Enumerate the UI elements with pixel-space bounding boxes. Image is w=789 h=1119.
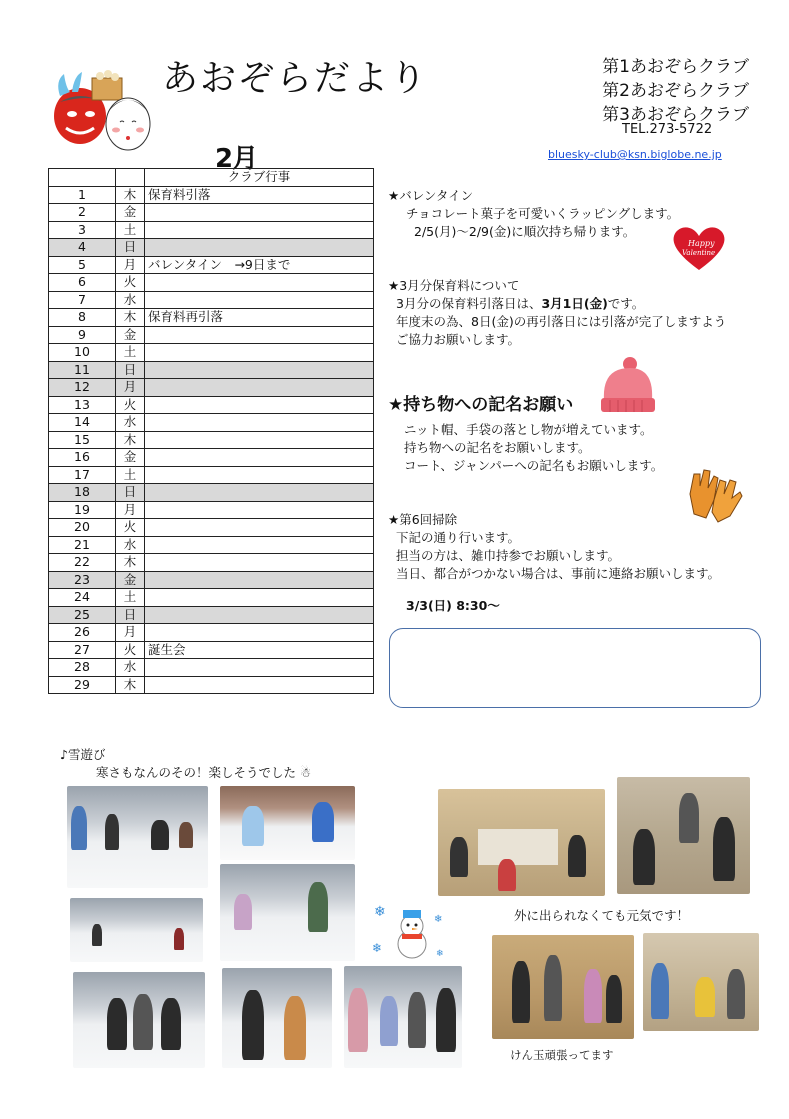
calendar-event <box>145 239 374 257</box>
calendar-row <box>49 624 374 642</box>
cleaning-date: 3/3(日) 8:30～ <box>406 598 500 613</box>
calendar-row <box>49 344 374 362</box>
cleaning-line-3: 当日、都合がつかない場合は、事前に連絡お願いします。 <box>396 566 721 581</box>
calendar-event: バレンタイン →9日まで <box>145 256 374 274</box>
calendar-event: 保育料引落 <box>145 186 374 204</box>
calendar-day: 16 <box>49 449 116 467</box>
calendar-weekday: 月 <box>116 256 145 274</box>
calendar-weekday: 月 <box>116 624 145 642</box>
calendar-weekday: 火 <box>116 519 145 537</box>
calendar-row <box>49 484 374 502</box>
calendar-day: 28 <box>49 659 116 677</box>
svg-text:❄: ❄ <box>372 941 383 955</box>
calendar-event <box>145 414 374 432</box>
calendar-row <box>49 449 374 467</box>
calendar-day: 9 <box>49 326 116 344</box>
calendar-row <box>49 501 374 519</box>
calendar-event <box>145 484 374 502</box>
calendar-header-weekday <box>116 169 145 187</box>
calendar-row <box>49 361 374 379</box>
calendar-weekday: 水 <box>116 291 145 309</box>
calendar-row <box>49 606 374 624</box>
march-fee-date: 3月1日(金) <box>541 296 608 311</box>
calendar-event <box>145 466 374 484</box>
snow-photo-6 <box>222 968 332 1068</box>
calendar-weekday: 木 <box>116 186 145 204</box>
name-request-heading: ★持ち物への記名お願い <box>388 395 574 415</box>
calendar-day: 25 <box>49 606 116 624</box>
calendar-day: 11 <box>49 361 116 379</box>
calendar-event <box>145 221 374 239</box>
calendar-row <box>49 309 374 327</box>
valentine-line-2: 2/5(月)～2/9(金)に順次持ち帰ります。 <box>414 224 636 239</box>
calendar-row <box>49 659 374 677</box>
calendar-day: 27 <box>49 641 116 659</box>
calendar-event <box>145 659 374 677</box>
calendar-day: 1 <box>49 186 116 204</box>
calendar-row <box>49 379 374 397</box>
snow-photo-4 <box>70 898 203 962</box>
calendar-weekday: 土 <box>116 221 145 239</box>
kendama-caption: けん玉頑張ってます <box>510 1048 614 1062</box>
kendama-photo <box>492 935 634 1039</box>
cleaning-heading: ★第6回掃除 <box>388 512 458 527</box>
calendar-event <box>145 676 374 694</box>
calendar-event <box>145 624 374 642</box>
calendar-day: 3 <box>49 221 116 239</box>
calendar-weekday: 木 <box>116 309 145 327</box>
heart-text-valentine: Valentine <box>682 249 716 257</box>
month-label: 2月 <box>215 144 258 174</box>
calendar-event <box>145 396 374 414</box>
calendar-day: 4 <box>49 239 116 257</box>
calendar-day: 5 <box>49 256 116 274</box>
calendar-row <box>49 641 374 659</box>
snow-photo-5 <box>73 972 205 1068</box>
calendar-event <box>145 431 374 449</box>
calendar-day: 19 <box>49 501 116 519</box>
valentine-line-1: チョコレート菓子を可愛いくラッピングします。 <box>406 206 680 221</box>
calendar-day: 26 <box>49 624 116 642</box>
calendar-row <box>49 186 374 204</box>
march-fee-line-1-pre: 3月分の保育料引落日は、 <box>396 296 542 311</box>
indoor-photo-3 <box>643 933 759 1031</box>
calendar-weekday: 月 <box>116 379 145 397</box>
calendar-event <box>145 519 374 537</box>
calendar-weekday: 金 <box>116 204 145 222</box>
calendar-event <box>145 554 374 572</box>
calendar-event <box>145 204 374 222</box>
calendar-event <box>145 361 374 379</box>
calendar-event <box>145 501 374 519</box>
calendar-day: 21 <box>49 536 116 554</box>
calendar-event <box>145 571 374 589</box>
calendar-event <box>145 536 374 554</box>
calendar-event <box>145 449 374 467</box>
valentine-heading: ★バレンタイン <box>388 188 474 203</box>
club-name-3: 第3あおぞらクラブ <box>602 105 749 125</box>
calendar-weekday: 金 <box>116 326 145 344</box>
indoor-caption: 外に出られなくても元気です！ <box>514 908 690 923</box>
calendar-event: 誕生会 <box>145 641 374 659</box>
calendar-weekday: 水 <box>116 536 145 554</box>
calendar-row <box>49 431 374 449</box>
calendar-weekday: 火 <box>116 396 145 414</box>
calendar-event <box>145 344 374 362</box>
calendar-row <box>49 256 374 274</box>
calendar-weekday: 火 <box>116 641 145 659</box>
calendar-day: 20 <box>49 519 116 537</box>
march-fee-line-1 <box>388 295 783 313</box>
snow-photo-2 <box>220 786 355 860</box>
calendar-weekday: 木 <box>116 676 145 694</box>
calendar-header-events: クラブ行事 <box>145 169 374 187</box>
indoor-photo-2 <box>617 777 750 894</box>
calendar-day: 22 <box>49 554 116 572</box>
calendar-event <box>145 606 374 624</box>
calendar-weekday: 木 <box>116 431 145 449</box>
heart-chocolate-icon <box>670 224 728 272</box>
heart-text-happy: Happy <box>688 239 715 248</box>
calendar-day: 24 <box>49 589 116 607</box>
event-calendar <box>48 168 374 694</box>
masu-icon <box>92 70 122 100</box>
calendar-row <box>49 519 374 537</box>
calendar-row <box>49 414 374 432</box>
setsubun-illustration <box>50 66 160 156</box>
calendar-weekday: 土 <box>116 589 145 607</box>
calendar-row <box>49 589 374 607</box>
snow-photo-7 <box>344 966 462 1068</box>
calendar-weekday: 土 <box>116 344 145 362</box>
calendar-row <box>49 239 374 257</box>
march-fee-heading: ★3月分保育料について <box>388 278 520 293</box>
calendar-row <box>49 291 374 309</box>
calendar-day: 23 <box>49 571 116 589</box>
calendar-day: 18 <box>49 484 116 502</box>
snow-photo-3 <box>220 864 355 961</box>
notes-box <box>389 628 761 708</box>
calendar-row <box>49 676 374 694</box>
email-link[interactable]: bluesky-club@ksn.biglobe.ne.jp <box>548 148 722 161</box>
snow-play-caption <box>96 763 311 781</box>
calendar-day: 8 <box>49 309 116 327</box>
svg-text:❄: ❄ <box>374 904 386 920</box>
cleaning-line-2: 担当の方は、雑巾持参でお願いします。 <box>396 548 621 563</box>
otafuku-icon <box>106 98 150 150</box>
calendar-weekday: 日 <box>116 484 145 502</box>
snowman-small-icon: ☃ <box>300 765 312 780</box>
calendar-row <box>49 221 374 239</box>
name-request-line-3: コート、ジャンパーへの記名もお願いします。 <box>404 458 664 473</box>
calendar-row <box>49 274 374 292</box>
calendar-row <box>49 466 374 484</box>
calendar-row <box>49 396 374 414</box>
svg-text:❄: ❄ <box>434 914 443 925</box>
calendar-header-day <box>49 169 116 187</box>
snowman-icon <box>372 900 452 962</box>
svg-text:❄: ❄ <box>436 949 444 959</box>
calendar-day: 29 <box>49 676 116 694</box>
calendar-event <box>145 379 374 397</box>
calendar-weekday: 日 <box>116 606 145 624</box>
calendar-weekday: 水 <box>116 659 145 677</box>
calendar-event <box>145 326 374 344</box>
calendar-weekday: 火 <box>116 274 145 292</box>
march-fee-line-1-post: です。 <box>607 296 645 311</box>
name-request-line-2: 持ち物への記名をお願いします。 <box>404 440 591 455</box>
calendar-weekday: 月 <box>116 501 145 519</box>
cleaning-section <box>388 511 783 615</box>
calendar-weekday: 木 <box>116 554 145 572</box>
snow-photo-1 <box>67 786 208 888</box>
calendar-weekday: 金 <box>116 571 145 589</box>
calendar-row <box>49 554 374 572</box>
calendar-day: 10 <box>49 344 116 362</box>
calendar-day: 13 <box>49 396 116 414</box>
snow-play-caption-text: 寒さもなんのその！楽しそうでした <box>96 765 297 780</box>
march-fee-section <box>388 277 783 349</box>
march-fee-line-3: ご協力お願いします。 <box>396 332 521 347</box>
calendar-event <box>145 589 374 607</box>
calendar-weekday: 日 <box>116 361 145 379</box>
calendar-day: 2 <box>49 204 116 222</box>
indoor-photo-1 <box>438 789 605 896</box>
calendar-row <box>49 571 374 589</box>
calendar-row <box>49 536 374 554</box>
calendar-day: 17 <box>49 466 116 484</box>
name-request-section <box>388 393 778 475</box>
calendar-event <box>145 291 374 309</box>
calendar-weekday: 土 <box>116 466 145 484</box>
club-name-2: 第2あおぞらクラブ <box>602 81 749 101</box>
calendar-event <box>145 274 374 292</box>
calendar-day: 6 <box>49 274 116 292</box>
calendar-day: 14 <box>49 414 116 432</box>
phone-number: TEL.273-5722 <box>622 122 713 137</box>
march-fee-line-2: 年度末の為、8日(金)の再引落日には引落が完了しますよう <box>396 314 727 329</box>
calendar-row <box>49 326 374 344</box>
calendar-weekday: 水 <box>116 414 145 432</box>
calendar-day: 15 <box>49 431 116 449</box>
calendar-event: 保育料再引落 <box>145 309 374 327</box>
calendar-row <box>49 204 374 222</box>
name-request-line-1: ニット帽、手袋の落とし物が増えています。 <box>404 422 653 437</box>
snow-play-title: ♪雪遊び <box>60 747 106 762</box>
calendar-weekday: 日 <box>116 239 145 257</box>
calendar-weekday: 金 <box>116 449 145 467</box>
calendar-day: 12 <box>49 379 116 397</box>
calendar-header-row <box>49 169 374 187</box>
cleaning-line-1: 下記の通り行います。 <box>396 530 521 545</box>
page-title: あおぞらだより <box>162 58 429 99</box>
club-name-1: 第1あおぞらクラブ <box>602 57 749 77</box>
calendar-day: 7 <box>49 291 116 309</box>
